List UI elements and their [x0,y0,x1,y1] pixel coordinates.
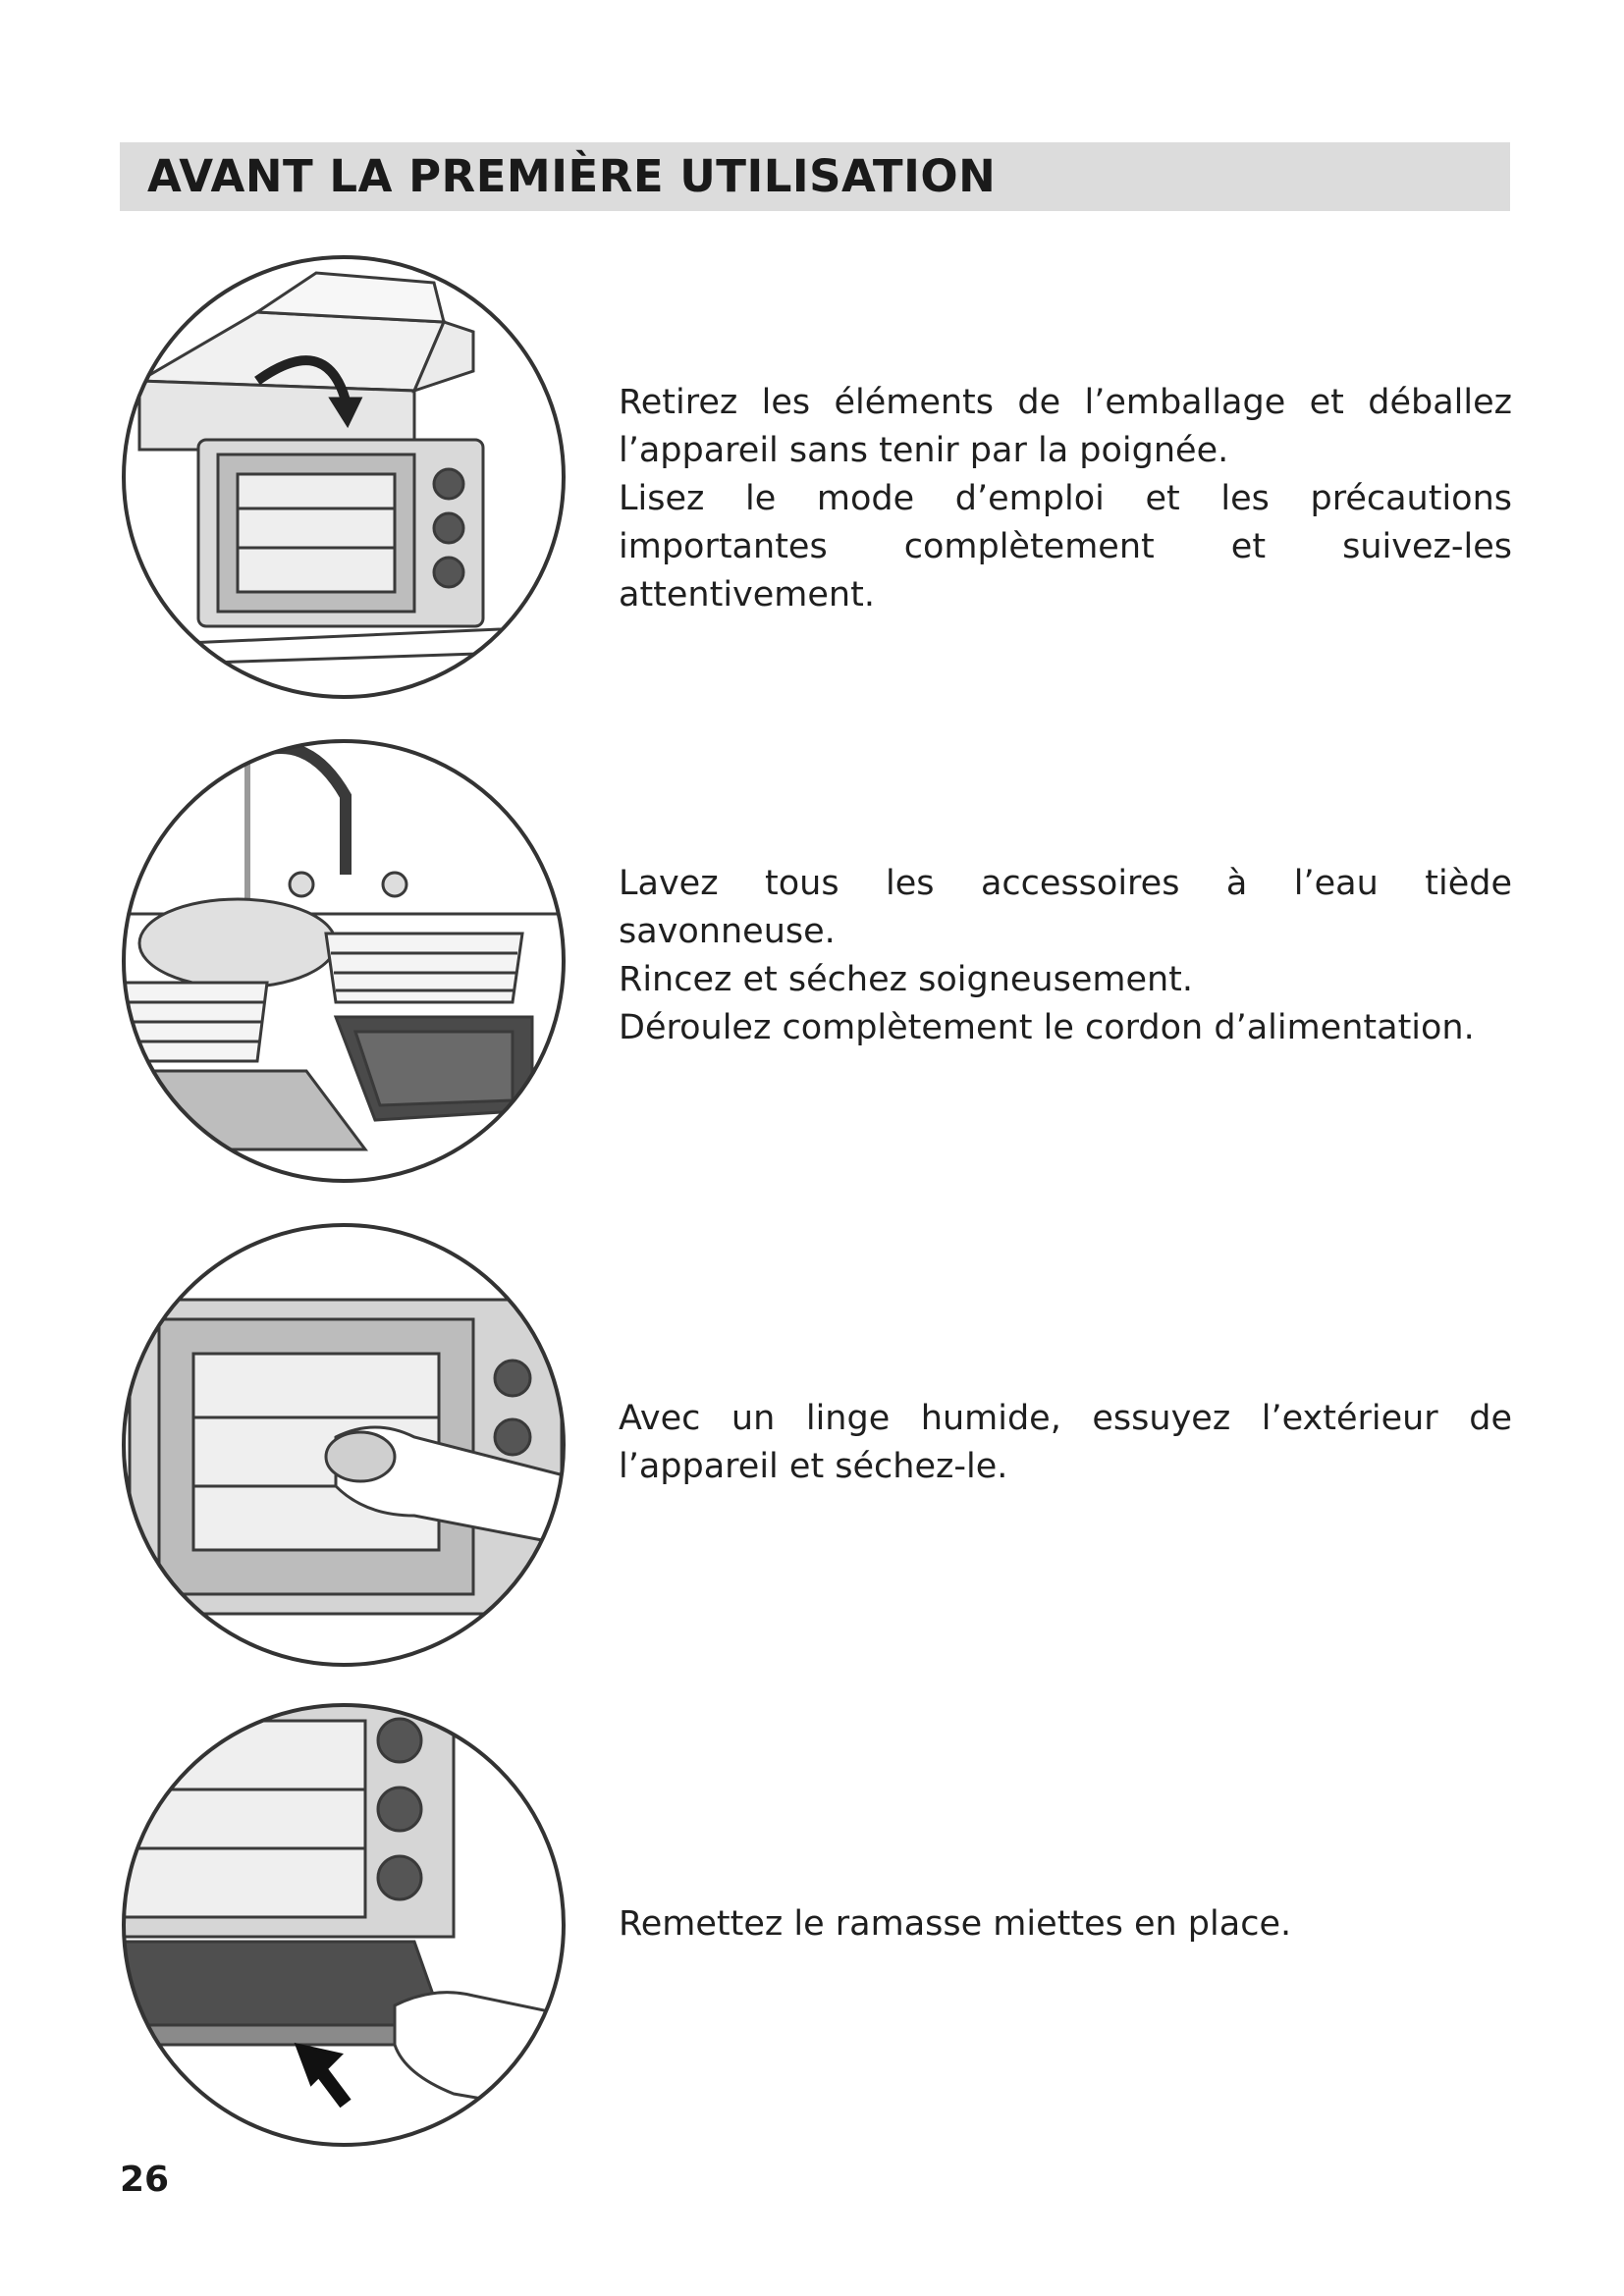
step-text-line: Lisez le mode d’emploi et les précautions importantes complètement et suivez-les attentivement. [619,479,1512,614]
step-text-line: Déroulez complètement le cordon d’alimentation. [619,1008,1475,1047]
page-number: 26 [120,2160,170,2200]
washing-accessories-icon [120,737,568,1185]
step-3-text [619,1395,1512,1491]
step-text-line: Remettez le ramasse miettes en place. [619,1904,1292,1944]
step-4-text [619,1900,1512,1949]
step-text-line: Rincez et séchez soigneusement. [619,960,1194,999]
step-text-line: Lavez tous les accessoires à l’eau tiède savonneuse. [619,864,1512,951]
step-1-text [619,379,1512,619]
step-2-text [619,860,1512,1052]
crumb-tray-icon [120,1701,568,2149]
page-title: AVANT LA PREMIÈRE UTILISATION [147,150,997,202]
unpacking-oven-icon [120,253,568,701]
step-text-line: Avec un linge humide, essuyez l’extérieur de l’appareil et séchez-le. [619,1399,1512,1486]
wiping-oven-icon [120,1221,568,1669]
step-text-line: Retirez les éléments de l’emballage et déballez l’appareil sans tenir par la poignée. [619,383,1512,470]
section-title-bar [120,142,1510,211]
